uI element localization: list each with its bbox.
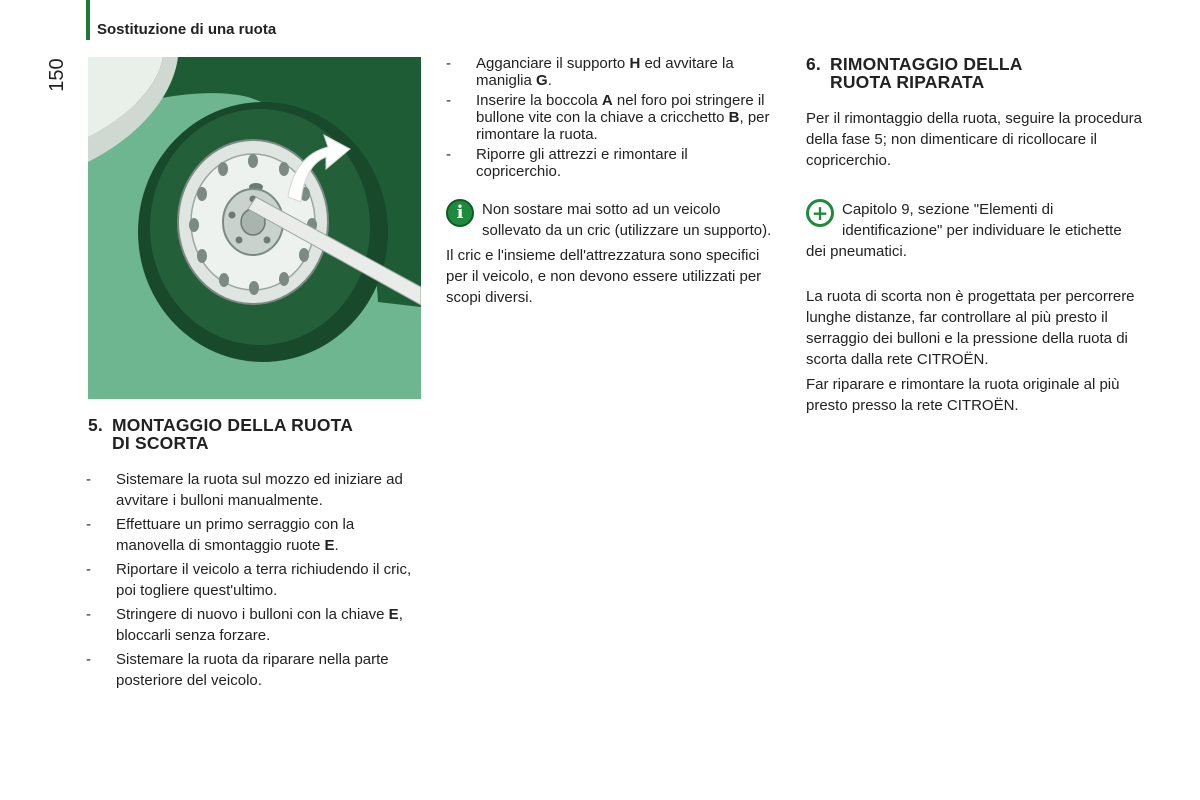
- section-5-number: 5.: [88, 415, 103, 435]
- list-item: - Sistemare la ruota da riparare nella parte posteriore del veicolo.: [86, 651, 389, 689]
- section-6-title-line2: RUOTA RIPARATA: [830, 72, 985, 92]
- list-item: - Riporre gli attrezzi e rimontare il copricerchio.: [446, 146, 688, 180]
- repair-paragraph: Far riparare e rimontare la ruota originale al più presto presso la rete CITROËN.: [806, 376, 1120, 414]
- section-6-paragraph: Per il rimontaggio della ruota, seguire la procedura della fase 5; non dimenticare di ricollocare il copricerchio.: [806, 110, 1143, 169]
- list-item: - Effettuare un primo serraggio con la manovella di smontaggio ruote E.: [86, 516, 355, 554]
- list-item: - Inserire la boccola A nel foro poi stringere il bullone vite con la chiave a cricchetto B, per rimontare la ruota.: [446, 92, 770, 143]
- section-6-title: [806, 55, 1146, 91]
- list-item: - Stringere di nuovo i bulloni con la chiave E, bloccarli senza forzare.: [86, 606, 403, 644]
- page-number: 150: [46, 58, 68, 92]
- list-item: - Agganciare il supporto H ed avvitare la maniglia G.: [446, 55, 734, 89]
- plus-icon: +: [806, 199, 834, 227]
- section-5-list: [86, 469, 426, 694]
- reference-note-text: Capitolo 9, sezione "Elementi di identificazione" per individuare le etichette dei pneumatici.: [806, 201, 1122, 260]
- wheel-illustration: [88, 57, 421, 399]
- list-item: - Riportare il veicolo a terra richiudendo il cric, poi togliere quest'ultimo.: [86, 561, 412, 599]
- reference-note: [806, 199, 1136, 266]
- info-icon: i: [446, 199, 474, 227]
- warning-note: [446, 199, 776, 312]
- header-accent-bar: [86, 0, 90, 40]
- warning-note-text: Non sostare mai sotto ad un veicolo sollevato da un cric (utilizzare un supporto).: [482, 201, 772, 239]
- warning-note-text-2: Il cric e l'insieme dell'attrezzatura sono specifici per il veicolo, e non devono essere utilizzati per scopi diversi.: [446, 247, 762, 306]
- spare-wheel-notice: [806, 286, 1146, 420]
- column-2-list: [446, 55, 776, 183]
- list-item: - Sistemare la ruota sul mozzo ed iniziare ad avvitare i bulloni manualmente.: [86, 471, 403, 509]
- spare-wheel-paragraph: La ruota di scorta non è progettata per percorrere lunghe distanze, far controllare al più presto il serraggio dei bulloni e la pressione della ruota di scorta dalla rete CITROËN.: [806, 288, 1135, 368]
- section-5-title-line1: MONTAGGIO DELLA RUOTA: [112, 415, 354, 435]
- page-header-title: Sostituzione di una ruota: [97, 21, 277, 38]
- section-5-title-line2: DI SCORTA: [112, 433, 209, 453]
- section-6-title-line1: RIMONTAGGIO DELLA: [830, 54, 1023, 74]
- section-5-title: [88, 416, 428, 452]
- section-6-number: 6.: [806, 54, 821, 74]
